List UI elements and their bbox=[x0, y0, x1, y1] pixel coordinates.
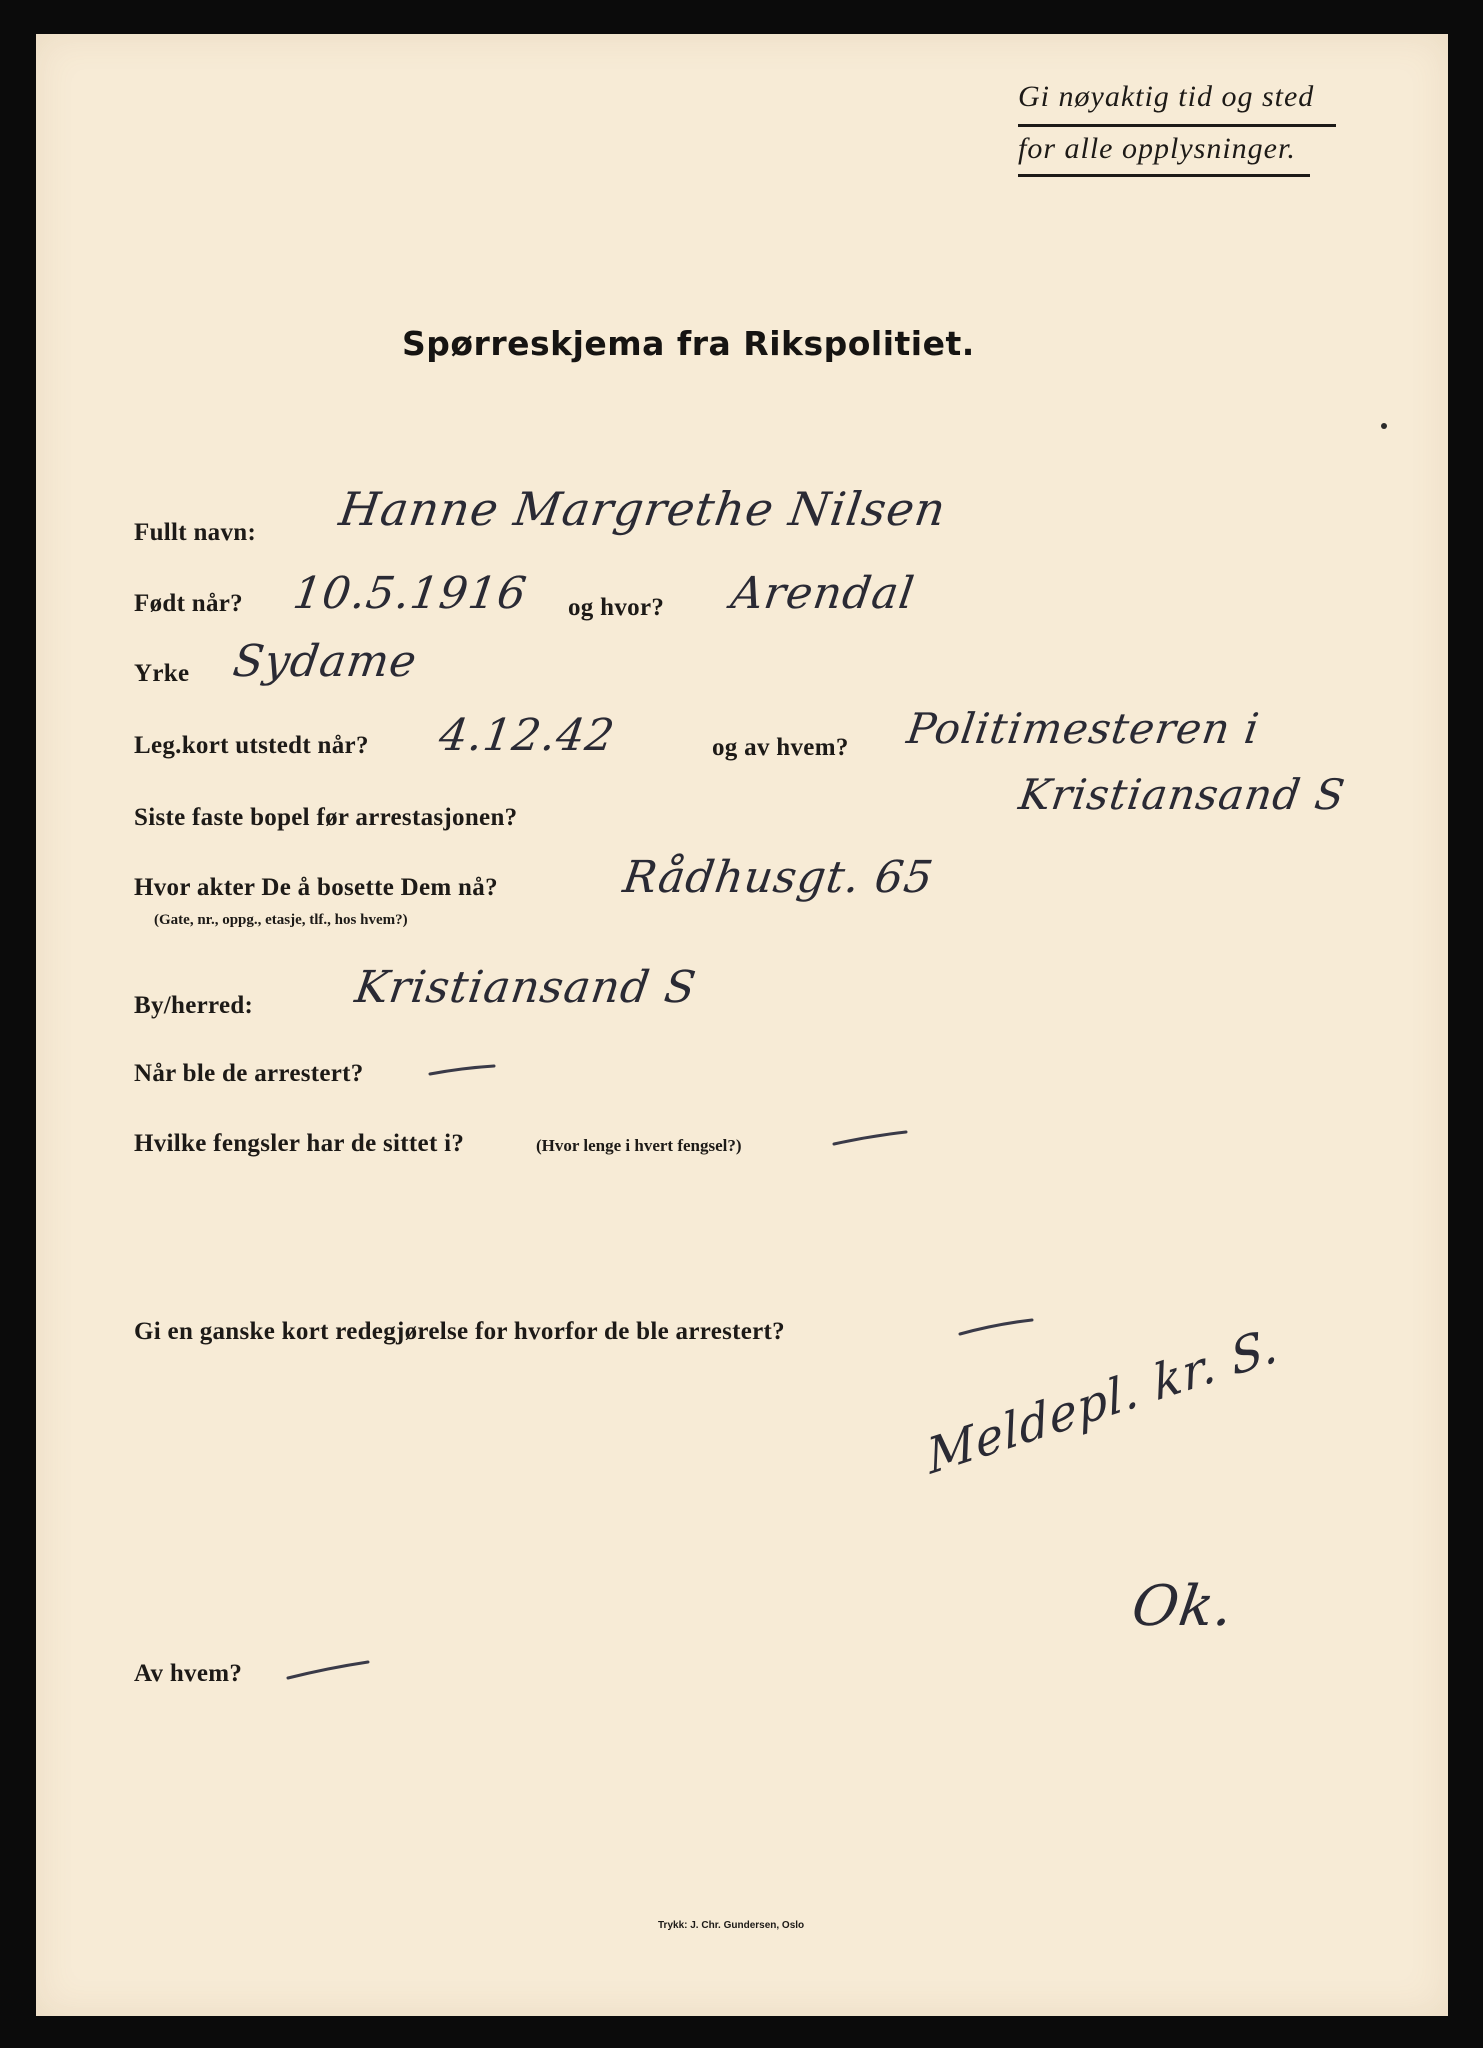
reason-label: Gi en ganske kort redegjørelse for hvorfor de ble arrestert? bbox=[134, 1318, 785, 1345]
handwritten-note-line1: Meldepl. kr. S. bbox=[924, 1316, 1282, 1486]
instruction-note-line2: for alle opplysninger. bbox=[1018, 132, 1296, 165]
id-card-by-value-line1: Politimesteren i bbox=[904, 704, 1263, 753]
by-whom-dash bbox=[286, 1658, 376, 1684]
handwritten-note-line2: Ok. bbox=[1128, 1574, 1238, 1639]
full-name-label: Fullt navn: bbox=[134, 519, 257, 546]
occupation-value: Sydame bbox=[230, 636, 421, 687]
prisons-hint: (Hvor lenge i hvert fengsel?) bbox=[536, 1136, 742, 1155]
arrested-when-dash bbox=[428, 1062, 498, 1082]
reason-dash bbox=[958, 1316, 1038, 1340]
city-label: By/herred: bbox=[134, 992, 254, 1019]
last-residence-label: Siste faste bopel før arrestasjonen? bbox=[134, 804, 518, 831]
arrested-when-label: Når ble de arrestert? bbox=[134, 1060, 364, 1087]
form-sheet bbox=[36, 34, 1448, 2016]
settle-where-hint: (Gate, nr., oppg., etasje, tlf., hos hvem?) bbox=[154, 912, 408, 928]
city-value: Kristiansand S bbox=[352, 962, 700, 1013]
id-card-by-value-line2: Kristiansand S bbox=[1016, 770, 1349, 819]
occupation-label: Yrke bbox=[134, 660, 190, 687]
id-card-by-label: og av hvem? bbox=[712, 734, 849, 761]
prisons-dash bbox=[832, 1128, 912, 1152]
settle-where-label: Hvor akter De å bosette Dem nå? bbox=[134, 874, 498, 901]
id-card-when-value: 4.12.42 bbox=[436, 710, 619, 761]
printer-imprint: Trykk: J. Chr. Gundersen, Oslo bbox=[658, 1920, 805, 1931]
by-whom-label: Av hvem? bbox=[134, 1660, 243, 1687]
born-where-label: og hvor? bbox=[568, 594, 665, 621]
ink-dot bbox=[1380, 422, 1388, 430]
born-where-value: Arendal bbox=[728, 568, 918, 619]
full-name-value: Hanne Margrethe Nilsen bbox=[336, 482, 950, 536]
prisons-label: Hvilke fengsler har de sittet i? bbox=[134, 1130, 465, 1157]
form-title: Spørreskjema fra Rikspolitiet. bbox=[402, 324, 975, 363]
instruction-note-line1: Gi nøyaktig tid og sted bbox=[1018, 80, 1315, 113]
id-card-when-label: Leg.kort utstedt når? bbox=[134, 732, 369, 759]
born-when-value: 10.5.1916 bbox=[290, 568, 531, 619]
instruction-underline-2 bbox=[1018, 174, 1310, 177]
instruction-underline-1 bbox=[1018, 124, 1336, 127]
settle-where-value: Rådhusgt. 65 bbox=[620, 852, 937, 903]
born-when-label: Født når? bbox=[134, 590, 243, 617]
